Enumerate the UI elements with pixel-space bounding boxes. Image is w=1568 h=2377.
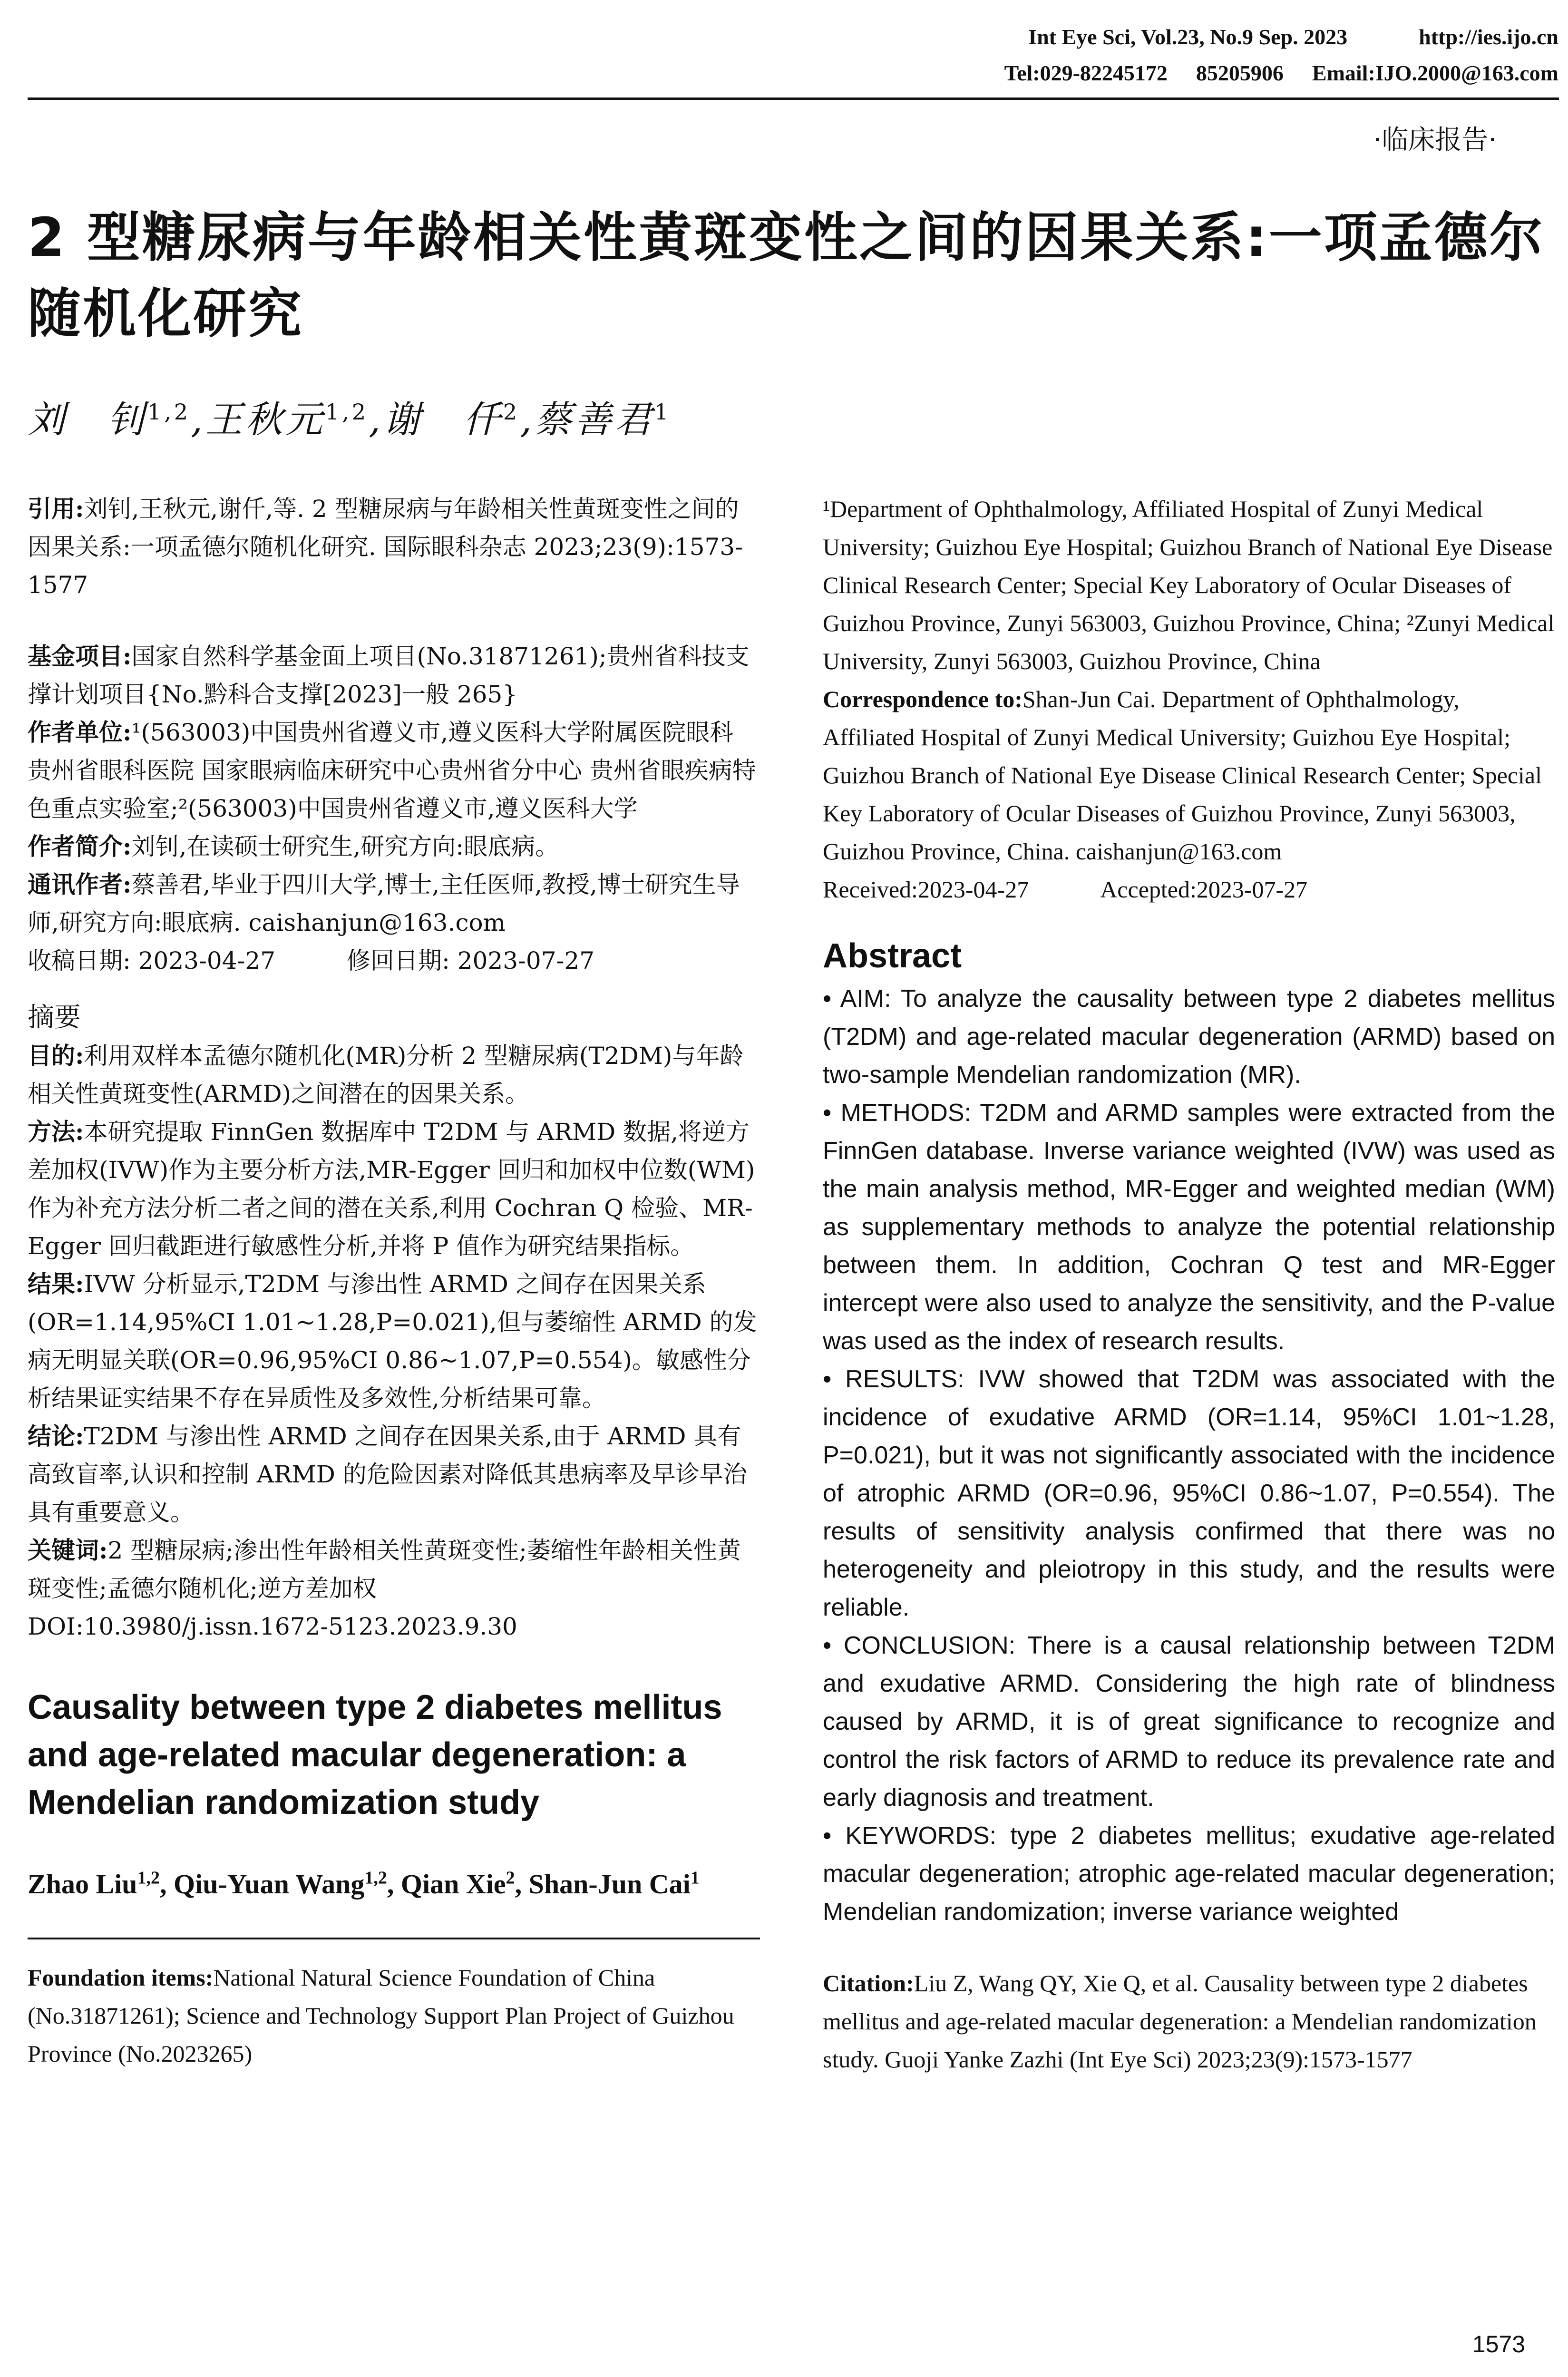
aim-cn-text: 利用双样本孟德尔随机化(MR)分析 2 型糖尿病(T2DM)与年龄相关性黄斑变性(ARMD)之间潜在的因果关系。	[28, 1042, 744, 1108]
author-cn-4-affil: 1	[654, 399, 672, 425]
foundation-rule	[28, 1938, 760, 1939]
corr-cn-text: 蔡善君,毕业于四川大学,博士,主任医师,教授,博士研究生导师,研究方向:眼底病. caishanjun@163.com	[28, 871, 740, 936]
results-cn-label: 结果:	[28, 1270, 84, 1298]
author-cn-3: ,谢 仟	[369, 399, 503, 441]
authors-en	[28, 1864, 760, 1904]
dates-en	[823, 870, 1555, 908]
results-en: • RESULTS: IVW showed that T2DM was associated with the incidence of exudative ARMD (OR=1.14, 95%CI 1.01~1.28, P=0.021), but it was not significantly associated with the incidence of atrophic ARMD (OR=0.96, 95%CI 0.86~1.07, P=0.554). The results of sensitivity analysis confirmed that there was no heterogeneity and pleiotropy in this study, and the results were reliable.	[823, 1365, 1555, 1621]
keywords-cn-text: 2 型糖尿病;渗出性年龄相关性黄斑变性;萎缩性年龄相关性黄斑变性;孟德尔随机化;逆方差加权	[28, 1537, 741, 1602]
journal-info: Int Eye Sci, Vol.23, No.9 Sep. 2023	[1028, 25, 1348, 49]
results-cn-text: IVW 分析显示,T2DM 与渗出性 ARMD 之间存在因果关系(OR=1.14,95%CI 1.01~1.28,P=0.021),但与萎缩性 ARMD 的发病无明显关联(OR=0.96,95%CI 0.86~1.07,P=0.554)。敏感性分析结果证实结果不存在异质性及多效性,分析结果可靠。	[28, 1270, 757, 1412]
left-column	[28, 490, 760, 2073]
conclusion-en: • CONCLUSION: There is a causal relationship between T2DM and exudative ARMD. Considering the high rate of blindness caused by ARMD, it is of great significance to recognize and control the risk factors of ARMD to reduce its prevalence rate and early diagnosis and treatment.	[823, 1632, 1555, 1812]
bio-cn-text: 刘钊,在读硕士研究生,研究方向:眼底病。	[131, 833, 559, 860]
article-title-cn: 2 型糖尿病与年龄相关性黄斑变性之间的因果关系:一项孟德尔随机化研究	[28, 207, 1545, 345]
unit-cn	[28, 713, 760, 828]
journal-header	[845, 19, 1558, 91]
author-en-1-affil: 1,2	[137, 1868, 160, 1888]
foundation-en-text: National Natural Science Foundation of China (No.31871261); Science and Technology Support Plan Project of Guizhou Province (No.2023265)	[28, 1964, 734, 2067]
author-cn-2-affil: 1,2	[325, 399, 369, 425]
citation-en	[823, 1964, 1555, 2078]
author-en-3-affil: 2	[506, 1868, 515, 1888]
foundation-en-label: Foundation items:	[28, 1964, 214, 1991]
unit-cn-label: 作者单位:	[28, 718, 132, 746]
author-cn-1-affil: 1,2	[147, 399, 191, 425]
citation-en-text: Liu Z, Wang QY, Xie Q, et al. Causality between type 2 diabetes mellitus and age-related macular degeneration: a Mendelian randomization study. Guoji Yanke Zazhi (Int Eye Sci) 2023;23(9):1573-1577	[823, 1970, 1537, 2073]
results-cn	[28, 1265, 760, 1417]
fund-cn-label: 基金项目:	[28, 642, 132, 670]
methods-cn-text: 本研究提取 FinnGen 数据库中 T2DM 与 ARMD 数据,将逆方差加权(IVW)作为主要分析方法,MR-Egger 回归和加权中位数(WM)作为补充方法分析二者之间的潜在关系,利用 Cochran Q 检验、MR-Egger 回归截距进行敏感性分析,并将 P 值作为研究结果指标。	[28, 1118, 755, 1260]
author-cn-3-affil: 2	[503, 399, 520, 425]
foundation-en	[28, 1958, 760, 2073]
fund-cn-text: 国家自然科学基金面上项目(No.31871261);贵州省科技支撑计划项目{No.黔科合支撑[2023]一般 265}	[28, 643, 750, 708]
author-cn-1: 刘 钊	[28, 399, 148, 441]
correspondence-en-label: Correspondence to:	[823, 686, 1023, 712]
bio-cn	[28, 828, 760, 866]
author-en-4-affil: 1	[690, 1868, 700, 1888]
corr-cn	[28, 866, 760, 942]
journal-email[interactable]: Email:IJO.2000@163.com	[1312, 61, 1558, 85]
correspondence-en-text: Shan-Jun Cai. Department of Ophthalmology, Affiliated Hospital of Zunyi Medical University; Guizhou Eye Hospital; Guizhou Branch of National Eye Disease Clinical Research Center; Special Key Laboratory of Ocular Diseases of Guizhou Province, Zunyi 563003, Guizhou Province, China. caishanjun@163.com	[823, 686, 1542, 865]
accepted-en: Accepted:2023-07-27	[1100, 876, 1308, 903]
abstract-en-heading: Abstract	[823, 937, 962, 975]
corr-cn-label: 通讯作者:	[28, 870, 132, 898]
authors-cn	[28, 390, 671, 443]
citation-en-label: Citation:	[823, 1970, 914, 1997]
journal-tel: Tel:029-82245172	[1004, 61, 1168, 85]
header-rule	[28, 97, 1559, 100]
revised-cn: 修回日期: 2023-07-27	[347, 947, 595, 974]
keywords-cn-label: 关键词:	[28, 1536, 108, 1564]
aim-en: • AIM: To analyze the causality between type 2 diabetes mellitus (T2DM) and age-related macular degeneration (ARMD) based on two-sample Mendelian randomization (MR).	[823, 985, 1555, 1089]
doi[interactable]: DOI:10.3980/j.issn.1672-5123.2023.9.30	[28, 1613, 517, 1640]
correspondence-en	[823, 680, 1555, 870]
conclusion-cn-text: T2DM 与渗出性 ARMD 之间存在因果关系,由于 ARMD 具有高致盲率,认识和控制 ARMD 的危险因素对降低其患病率及早诊早治具有重要意义。	[28, 1422, 747, 1526]
journal-tel2: 85205906	[1196, 61, 1284, 85]
author-cn-2: ,王秋元	[191, 399, 325, 441]
author-en-4: , Shan-Jun Cai	[515, 1869, 691, 1900]
keywords-cn	[28, 1531, 760, 1607]
author-en-2-affil: 1,2	[364, 1868, 387, 1888]
section-label: ·临床报告·	[1373, 125, 1497, 156]
methods-en: • METHODS: T2DM and ARMD samples were extracted from the FinnGen database. Inverse variance weighted (IVW) was used as the main analysis method, MR-Egger and weighted median (WM) as supplementary methods to analyze the potential relationship between them. In addition, Cochran Q test and MR-Egger intercept were also used to analyze the sensitivity, and the P-value was used as the index of research results.	[823, 1099, 1555, 1355]
dates-cn	[28, 942, 760, 980]
header-line-1	[845, 19, 1558, 55]
received-en: Received:2023-04-27	[823, 876, 1029, 903]
keywords-en: • KEYWORDS: type 2 diabetes mellitus; exudative age-related macular degeneration; atrophic age-related macular degeneration; Mendelian randomization; inverse variance weighted	[823, 1822, 1555, 1926]
aim-cn	[28, 1037, 760, 1113]
received-cn: 收稿日期: 2023-04-27	[28, 947, 276, 974]
fund-cn	[28, 637, 760, 713]
unit-cn-text: ¹(563003)中国贵州省遵义市,遵义医科大学附属医院眼科 贵州省眼科医院 国家眼病临床研究中心贵州省分中心 贵州省眼疾病特色重点实验室;²(563003)中国贵州省遵义市,遵义医科大学	[28, 719, 756, 822]
page-number: 1573	[1472, 2331, 1525, 2358]
article-title-en: Causality between type 2 diabetes mellitus and age-related macular degeneration: a Mendelian randomization study	[28, 1688, 722, 1822]
citation-cn-text: 刘钊,王秋元,谢仟,等. 2 型糖尿病与年龄相关性黄斑变性之间的因果关系:一项孟德尔随机化研究. 国际眼科杂志 2023;23(9):1573-1577	[28, 495, 743, 599]
abstract-en-body	[823, 980, 1555, 1931]
author-en-2: , Qiu-Yuan Wang	[160, 1869, 365, 1900]
aim-cn-label: 目的:	[28, 1042, 84, 1070]
journal-url[interactable]: http://ies.ijo.cn	[1419, 25, 1558, 49]
conclusion-cn-label: 结论:	[28, 1422, 84, 1450]
header-line-2	[845, 55, 1558, 91]
citation-cn	[28, 490, 760, 604]
author-en-1: Zhao Liu	[28, 1869, 137, 1900]
author-en-3: , Qian Xie	[387, 1869, 506, 1900]
methods-cn-label: 方法:	[28, 1118, 84, 1146]
bio-cn-label: 作者简介:	[28, 832, 132, 860]
citation-cn-label: 引用:	[28, 495, 84, 523]
affiliations-en: ¹Department of Ophthalmology, Affiliated Hospital of Zunyi Medical University; Guizhou Eye Hospital; Guizhou Branch of National Eye Disease Clinical Research Center; Special Key Laboratory of Ocular Diseases of Guizhou Province, Zunyi 563003, Guizhou Province, China; ²Zunyi Medical University, Zunyi 563003, Guizhou Province, China	[823, 496, 1555, 674]
right-column	[823, 490, 1555, 2078]
author-cn-4: ,蔡善君	[520, 399, 654, 441]
methods-cn	[28, 1113, 760, 1265]
abstract-cn-heading: 摘要	[28, 1002, 81, 1033]
conclusion-cn	[28, 1417, 760, 1531]
